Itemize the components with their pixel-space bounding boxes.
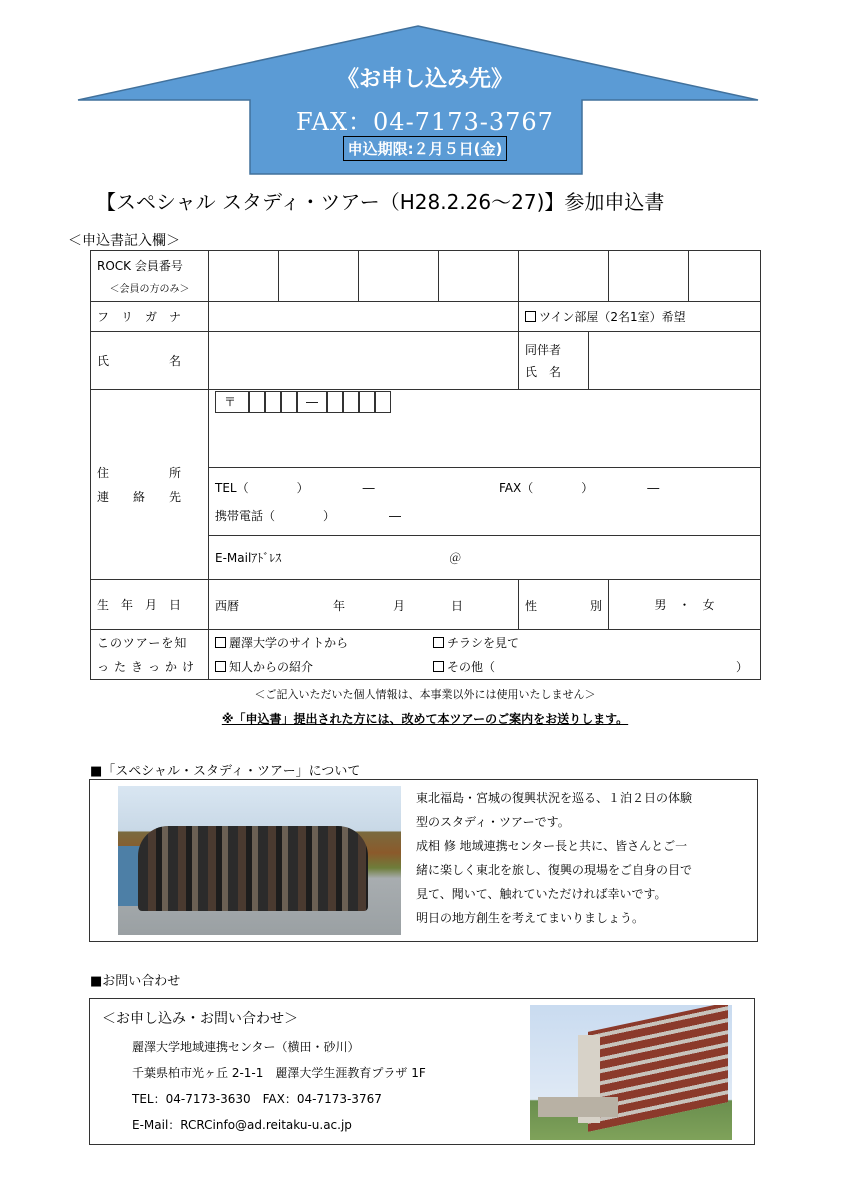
contact-box-title: ＜お申し込み・お問い合わせ＞ bbox=[102, 1011, 298, 1027]
member-number-label-cell bbox=[91, 251, 209, 302]
trigger-label-2: ったきっかけ bbox=[97, 659, 200, 674]
furigana-label: フ リ ガ ナ bbox=[91, 302, 209, 332]
name-field[interactable] bbox=[209, 332, 519, 390]
sex-label-2: 別 bbox=[590, 598, 603, 613]
postal-mark: 〒 bbox=[215, 391, 249, 413]
option-other[interactable] bbox=[433, 655, 495, 679]
address-label-2: 連 絡 先 bbox=[97, 489, 182, 504]
email-at: ＠ bbox=[449, 551, 462, 565]
contact-org: 麗澤大学地域連携センター（横田・砂川） bbox=[132, 1040, 360, 1054]
deadline-wrap bbox=[0, 136, 850, 161]
option-site[interactable] bbox=[215, 631, 348, 655]
twin-room-label: ツイン部屋（2名1室）希望 bbox=[539, 310, 686, 324]
member-digit-4[interactable] bbox=[439, 251, 519, 302]
option-friend-label: 知人からの紹介 bbox=[229, 659, 314, 674]
about-heading: ■「スペシャル・スタディ・ツアー」について bbox=[90, 764, 361, 779]
postal-digit[interactable] bbox=[343, 391, 359, 413]
about-line: 見て、聞いて、触れていただければ幸いです。 bbox=[416, 887, 667, 901]
address-field[interactable] bbox=[209, 390, 761, 468]
about-line: 緒に楽しく東北を旅し、復興の現場をご自身の目で bbox=[416, 863, 693, 877]
birth-field[interactable] bbox=[209, 580, 519, 630]
tel-field[interactable]: TEL（ ） ― bbox=[215, 480, 375, 495]
companion-label-1: 同伴者 bbox=[525, 342, 562, 357]
deadline-badge: 申込期限:２月５日(金) bbox=[343, 136, 508, 161]
month-label: 月 bbox=[393, 598, 406, 613]
address-label-cell bbox=[91, 390, 209, 580]
twin-room-cell[interactable] bbox=[519, 302, 761, 332]
member-digit-3[interactable] bbox=[359, 251, 439, 302]
about-line: 明日の地方創生を考えてまいりましょう。 bbox=[416, 911, 645, 925]
postal-digit[interactable] bbox=[359, 391, 375, 413]
trigger-label-cell bbox=[91, 630, 209, 680]
option-flyer-label: チラシを見て bbox=[447, 635, 520, 650]
mobile-field[interactable]: 携帯電話（ ） ― bbox=[215, 508, 402, 523]
trigger-label-1: このツアーを知 bbox=[97, 635, 188, 650]
sex-label-1: 性 bbox=[525, 598, 538, 613]
postal-code[interactable] bbox=[215, 391, 754, 413]
member-digit-5[interactable] bbox=[519, 251, 609, 302]
postal-digit[interactable] bbox=[265, 391, 281, 413]
checkbox[interactable] bbox=[433, 637, 444, 648]
notice-wrap bbox=[0, 710, 850, 727]
trigger-options[interactable] bbox=[209, 630, 761, 680]
member-digit-1[interactable] bbox=[209, 251, 279, 302]
contact-address: 千葉県柏市光ヶ丘 2-1-1 麗澤大学生涯教育プラザ 1F bbox=[132, 1066, 426, 1080]
member-digit-2[interactable] bbox=[279, 251, 359, 302]
sex-label-cell bbox=[519, 580, 609, 630]
year-label: 年 bbox=[333, 598, 346, 613]
birth-label: 生 年 月 日 bbox=[91, 580, 209, 630]
form-heading: ＜申込書記入欄＞ bbox=[68, 233, 180, 249]
option-friend[interactable] bbox=[215, 655, 313, 679]
member-digit-6[interactable] bbox=[609, 251, 689, 302]
contact-heading: ■お問い合わせ bbox=[90, 974, 181, 989]
sex-options[interactable]: 男 ・ 女 bbox=[609, 580, 761, 630]
about-line: 東北福島・宮城の復興状況を巡る、１泊２日の体験 bbox=[416, 791, 693, 805]
contact-telfax: TEL：04-7173-3630 FAX：04-7173-3767 bbox=[132, 1092, 382, 1106]
name-label: 氏 名 bbox=[91, 332, 209, 390]
member-number-label: ROCK 会員番号 bbox=[97, 259, 183, 273]
era-label: 西暦 bbox=[215, 598, 240, 613]
option-other-close: ） bbox=[736, 659, 749, 674]
phone-cell[interactable] bbox=[209, 468, 761, 536]
about-text bbox=[416, 786, 692, 930]
checkbox[interactable] bbox=[215, 661, 226, 672]
contact-email[interactable]: E-Mail：RCRCinfo@ad.reitaku-u.ac.jp bbox=[132, 1118, 352, 1132]
about-line: 型のスタディ・ツアーです。 bbox=[416, 815, 570, 829]
postal-digit[interactable] bbox=[327, 391, 343, 413]
postal-digit[interactable] bbox=[249, 391, 265, 413]
companion-label-cell bbox=[519, 332, 589, 390]
twin-room-checkbox[interactable] bbox=[525, 311, 536, 322]
day-label: 日 bbox=[451, 598, 464, 613]
address-label-1: 住 所 bbox=[97, 465, 182, 480]
notice: ※「申込書」提出された方には、改めて本ツアーのご案内をお送りします。 bbox=[221, 712, 629, 726]
privacy-note: ＜ご記入いただいた個人情報は、本事業以外には使用いたしません＞ bbox=[254, 688, 596, 701]
postal-dash: ― bbox=[297, 391, 327, 413]
fax-field[interactable]: FAX（ ） ― bbox=[499, 480, 660, 495]
member-number-note: ＜会員の方のみ＞ bbox=[109, 284, 190, 295]
postal-digit[interactable] bbox=[281, 391, 297, 413]
checkbox[interactable] bbox=[215, 637, 226, 648]
checkbox[interactable] bbox=[433, 661, 444, 672]
email-label: E-Mailｱﾄﾞﾚｽ bbox=[215, 551, 282, 565]
furigana-field[interactable] bbox=[209, 302, 519, 332]
tour-group-photo bbox=[118, 786, 401, 935]
banner-fax: FAX：04-7173-3767 bbox=[296, 108, 554, 136]
application-form bbox=[90, 250, 761, 680]
companion-name-field[interactable] bbox=[589, 332, 761, 390]
about-line: 成相 修 地域連携センター長と共に、皆さんとご一 bbox=[416, 839, 688, 853]
option-site-label: 麗澤大学のサイトから bbox=[229, 635, 349, 650]
document-title: 【スペシャル スタディ・ツアー（H28.2.26～27)】参加申込書 bbox=[96, 190, 665, 214]
banner-title: 《お申し込み先》 bbox=[336, 66, 513, 92]
companion-label-2: 氏 名 bbox=[525, 364, 562, 379]
member-digit-7[interactable] bbox=[689, 251, 761, 302]
option-flyer[interactable] bbox=[433, 631, 519, 655]
campus-building-photo bbox=[530, 1005, 732, 1140]
contact-details bbox=[132, 1034, 426, 1138]
postal-digit[interactable] bbox=[375, 391, 391, 413]
email-cell[interactable] bbox=[209, 536, 761, 580]
option-other-label: その他（ bbox=[447, 659, 496, 674]
